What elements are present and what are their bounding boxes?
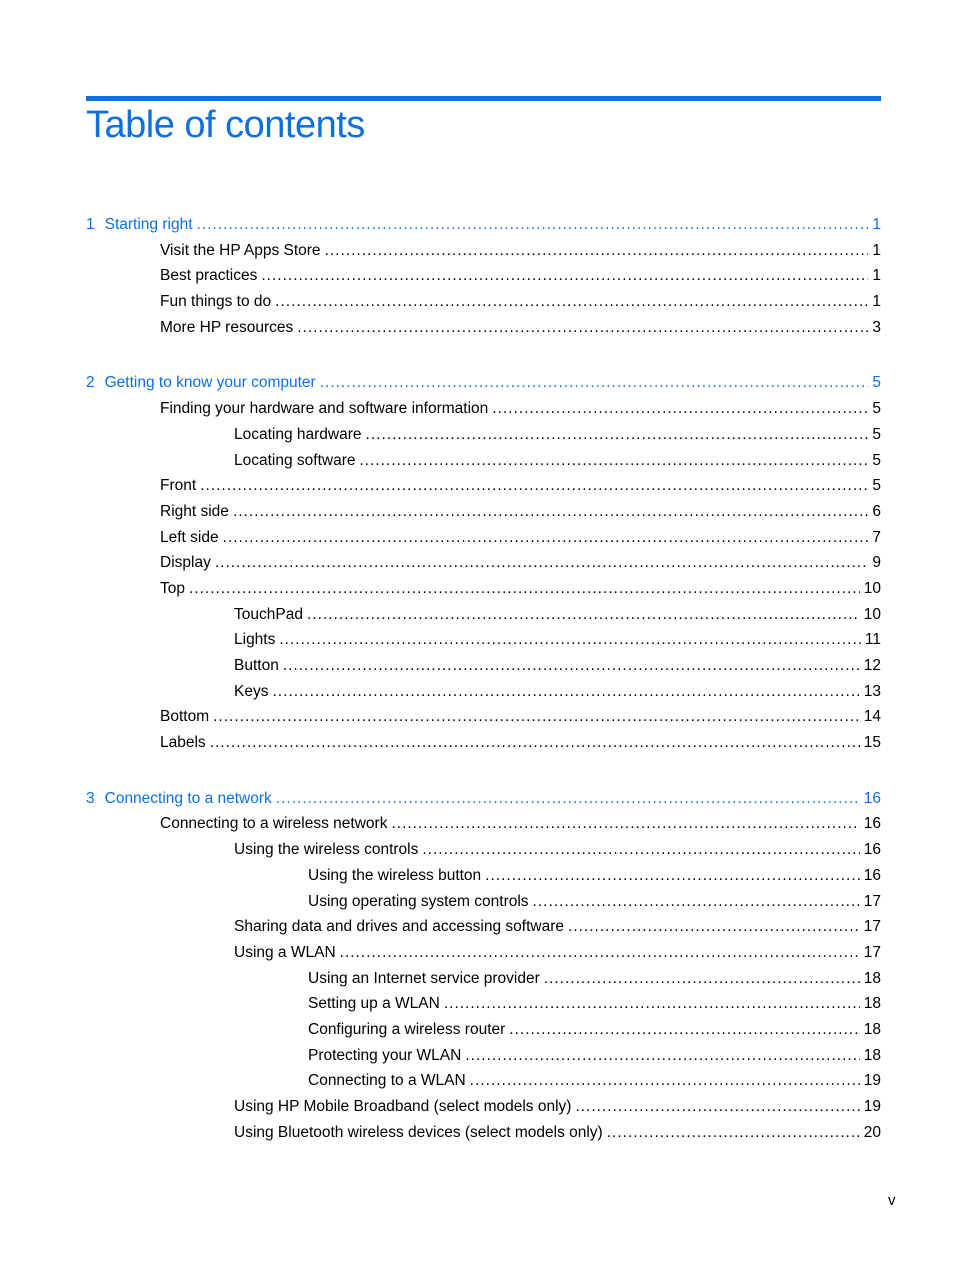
- title-rule: [86, 96, 881, 101]
- toc-page-number: 11: [864, 631, 881, 649]
- toc-entry[interactable]: [86, 966, 881, 992]
- dot-leader: [422, 837, 859, 863]
- toc-entry[interactable]: [86, 263, 881, 289]
- toc-page-number: 1: [872, 267, 881, 285]
- toc-entry[interactable]: [86, 627, 881, 653]
- toc-page-number: 5: [872, 425, 881, 443]
- toc-entry[interactable]: [86, 991, 881, 1017]
- toc-page-number: 19: [863, 1098, 881, 1115]
- toc-entry[interactable]: [86, 914, 881, 940]
- toc-chapter-number: 3: [86, 789, 95, 807]
- toc-page-number: 17: [863, 918, 881, 936]
- toc-chapter-entry[interactable]: [86, 212, 881, 238]
- toc-entry-label: Bottom: [160, 708, 210, 726]
- toc-page-number: 18: [863, 969, 881, 987]
- dot-leader: [492, 396, 868, 422]
- toc-entry-label: Best practices: [160, 267, 258, 285]
- chapter-gap: [86, 340, 881, 370]
- toc-entry-label: Connecting to a wireless network: [160, 815, 388, 833]
- toc-entry[interactable]: [86, 837, 881, 863]
- toc-entry-label: Keys: [234, 682, 269, 700]
- toc-page-number: 1: [872, 241, 881, 259]
- toc-entry-label: More HP resources: [160, 318, 294, 336]
- dot-leader: [485, 863, 860, 889]
- toc-page-number: 5: [872, 477, 881, 495]
- toc-page-number: 5: [872, 400, 881, 418]
- toc-entry-label: Using the wireless button: [308, 866, 482, 884]
- dot-leader: [307, 602, 860, 628]
- toc-entry[interactable]: [86, 730, 881, 756]
- toc-entry-label: Protecting your WLAN: [308, 1046, 462, 1064]
- toc-entry-label: Setting up a WLAN: [308, 995, 440, 1013]
- toc-entry[interactable]: [86, 499, 881, 525]
- toc-page-number: 17: [863, 892, 881, 910]
- toc-page-number: 13: [863, 682, 881, 700]
- toc-entry[interactable]: [86, 653, 881, 679]
- dot-leader: [568, 914, 860, 940]
- toc-entry[interactable]: [86, 940, 881, 966]
- toc-entry-label: Sharing data and drives and accessing software: [234, 918, 565, 936]
- toc-entry-label: Using an Internet service provider: [308, 969, 540, 987]
- toc-entry-label: Configuring a wireless router: [308, 1020, 506, 1038]
- toc-entry-label: Left side: [160, 528, 219, 546]
- dot-leader: [509, 1017, 859, 1043]
- dot-leader: [283, 653, 860, 679]
- dot-leader: [233, 499, 868, 525]
- toc-page-number: 9: [872, 554, 881, 572]
- dot-leader: [279, 627, 861, 653]
- toc-entry[interactable]: [86, 315, 881, 341]
- toc-page-number: 15: [863, 734, 881, 752]
- dot-leader: [325, 238, 869, 264]
- toc-entry-label: Display: [160, 554, 211, 572]
- toc-page-number: 12: [863, 657, 881, 674]
- toc-page-number: 18: [863, 1046, 881, 1064]
- toc-entry[interactable]: [86, 396, 881, 422]
- dot-leader: [391, 811, 859, 837]
- dot-leader: [470, 1068, 860, 1094]
- toc-page-number: 17: [863, 943, 881, 961]
- toc-entry[interactable]: [86, 576, 881, 602]
- toc-page-number: 1: [872, 216, 881, 233]
- toc-entry-label: Button: [234, 657, 279, 674]
- toc-chapter-title: Starting right: [104, 216, 193, 233]
- toc-entry[interactable]: [86, 889, 881, 915]
- dot-leader: [197, 212, 869, 238]
- toc-entry-label: Connecting to a WLAN: [308, 1072, 466, 1090]
- toc-chapter-number: 1: [86, 216, 95, 233]
- dot-leader: [544, 966, 860, 992]
- toc-entry[interactable]: [86, 1068, 881, 1094]
- dot-leader: [607, 1120, 860, 1146]
- toc-entry-label: Using operating system controls: [308, 892, 529, 910]
- toc-chapter-entry[interactable]: [86, 370, 881, 396]
- toc-entry-label: TouchPad: [234, 605, 303, 623]
- toc-entry[interactable]: [86, 679, 881, 705]
- toc-entry[interactable]: [86, 1017, 881, 1043]
- toc-entry[interactable]: [86, 473, 881, 499]
- toc-chapter-label: [86, 212, 197, 238]
- toc-page-number: 16: [863, 866, 881, 884]
- toc-entry[interactable]: [86, 1094, 881, 1120]
- toc-page-number: 14: [863, 708, 881, 726]
- toc-entry[interactable]: [86, 1120, 881, 1146]
- toc-entry-label: Labels: [160, 734, 206, 752]
- toc-entry-label: Using a WLAN: [234, 943, 336, 961]
- dot-leader: [275, 289, 868, 315]
- dot-leader: [360, 448, 869, 474]
- dot-leader: [272, 679, 859, 705]
- toc-chapter-label: [86, 786, 276, 812]
- toc-entry-label: Lights: [234, 631, 276, 649]
- toc-entry-label: Locating hardware: [234, 425, 362, 443]
- dot-leader: [465, 1043, 859, 1069]
- toc-entry[interactable]: [86, 863, 881, 889]
- table-of-contents: [86, 212, 881, 1145]
- toc-entry-label: Finding your hardware and software information: [160, 400, 489, 418]
- toc-entry[interactable]: [86, 238, 881, 264]
- toc-entry[interactable]: [86, 525, 881, 551]
- toc-entry-label: Right side: [160, 502, 229, 520]
- toc-entry-label: Front: [160, 477, 197, 495]
- toc-entry[interactable]: [86, 704, 881, 730]
- toc-page-number: 16: [863, 815, 881, 833]
- page-title: Table of contents: [86, 104, 365, 146]
- toc-page-number: 10: [863, 579, 881, 597]
- dot-leader: [210, 730, 860, 756]
- toc-page-number: 5: [872, 451, 881, 469]
- toc-entry-label: Fun things to do: [160, 293, 272, 311]
- dot-leader: [340, 940, 860, 966]
- dot-leader: [215, 550, 869, 576]
- toc-page-number: 18: [863, 1020, 881, 1038]
- dot-leader: [276, 786, 860, 812]
- dot-leader: [320, 370, 869, 396]
- toc-chapter-entry[interactable]: [86, 786, 881, 812]
- toc-entry-label: Locating software: [234, 451, 356, 469]
- toc-chapter-label: [86, 370, 320, 396]
- toc-page-number: 1: [872, 293, 881, 311]
- dot-leader: [533, 889, 860, 915]
- toc-page-number: 16: [863, 841, 881, 859]
- toc-page-number: 19: [863, 1072, 881, 1090]
- toc-entry[interactable]: [86, 422, 881, 448]
- dot-leader: [261, 263, 868, 289]
- toc-entry[interactable]: [86, 811, 881, 837]
- toc-chapter-title: Connecting to a network: [104, 789, 272, 807]
- dot-leader: [297, 315, 868, 341]
- toc-page-number: 7: [872, 528, 881, 546]
- toc-entry-label: Top: [160, 579, 185, 597]
- toc-entry-label: Using the wireless controls: [234, 841, 419, 859]
- toc-chapter-title: Getting to know your computer: [104, 374, 316, 392]
- dot-leader: [223, 525, 869, 551]
- toc-page-number: 16: [863, 789, 881, 807]
- dot-leader: [444, 991, 860, 1017]
- dot-leader: [213, 704, 860, 730]
- toc-entry[interactable]: [86, 550, 881, 576]
- toc-page-number: 5: [872, 374, 881, 392]
- page-number: v: [888, 1192, 896, 1209]
- dot-leader: [189, 576, 860, 602]
- toc-entry-label: Using Bluetooth wireless devices (select models only): [234, 1123, 603, 1141]
- toc-page-number: 20: [863, 1123, 881, 1141]
- chapter-gap: [86, 756, 881, 786]
- toc-page-number: 18: [863, 995, 881, 1013]
- dot-leader: [200, 473, 868, 499]
- dot-leader: [575, 1094, 859, 1120]
- toc-entry[interactable]: [86, 602, 881, 628]
- dot-leader: [366, 422, 869, 448]
- toc-entry-label: Visit the HP Apps Store: [160, 241, 321, 259]
- toc-entry-label: Using HP Mobile Broadband (select models only): [234, 1098, 572, 1115]
- toc-entry[interactable]: [86, 289, 881, 315]
- toc-entry[interactable]: [86, 448, 881, 474]
- toc-page-number: 10: [863, 605, 881, 623]
- toc-page-number: 6: [872, 502, 881, 520]
- toc-chapter-number: 2: [86, 374, 95, 392]
- toc-entry[interactable]: [86, 1043, 881, 1069]
- toc-page-number: 3: [872, 318, 881, 336]
